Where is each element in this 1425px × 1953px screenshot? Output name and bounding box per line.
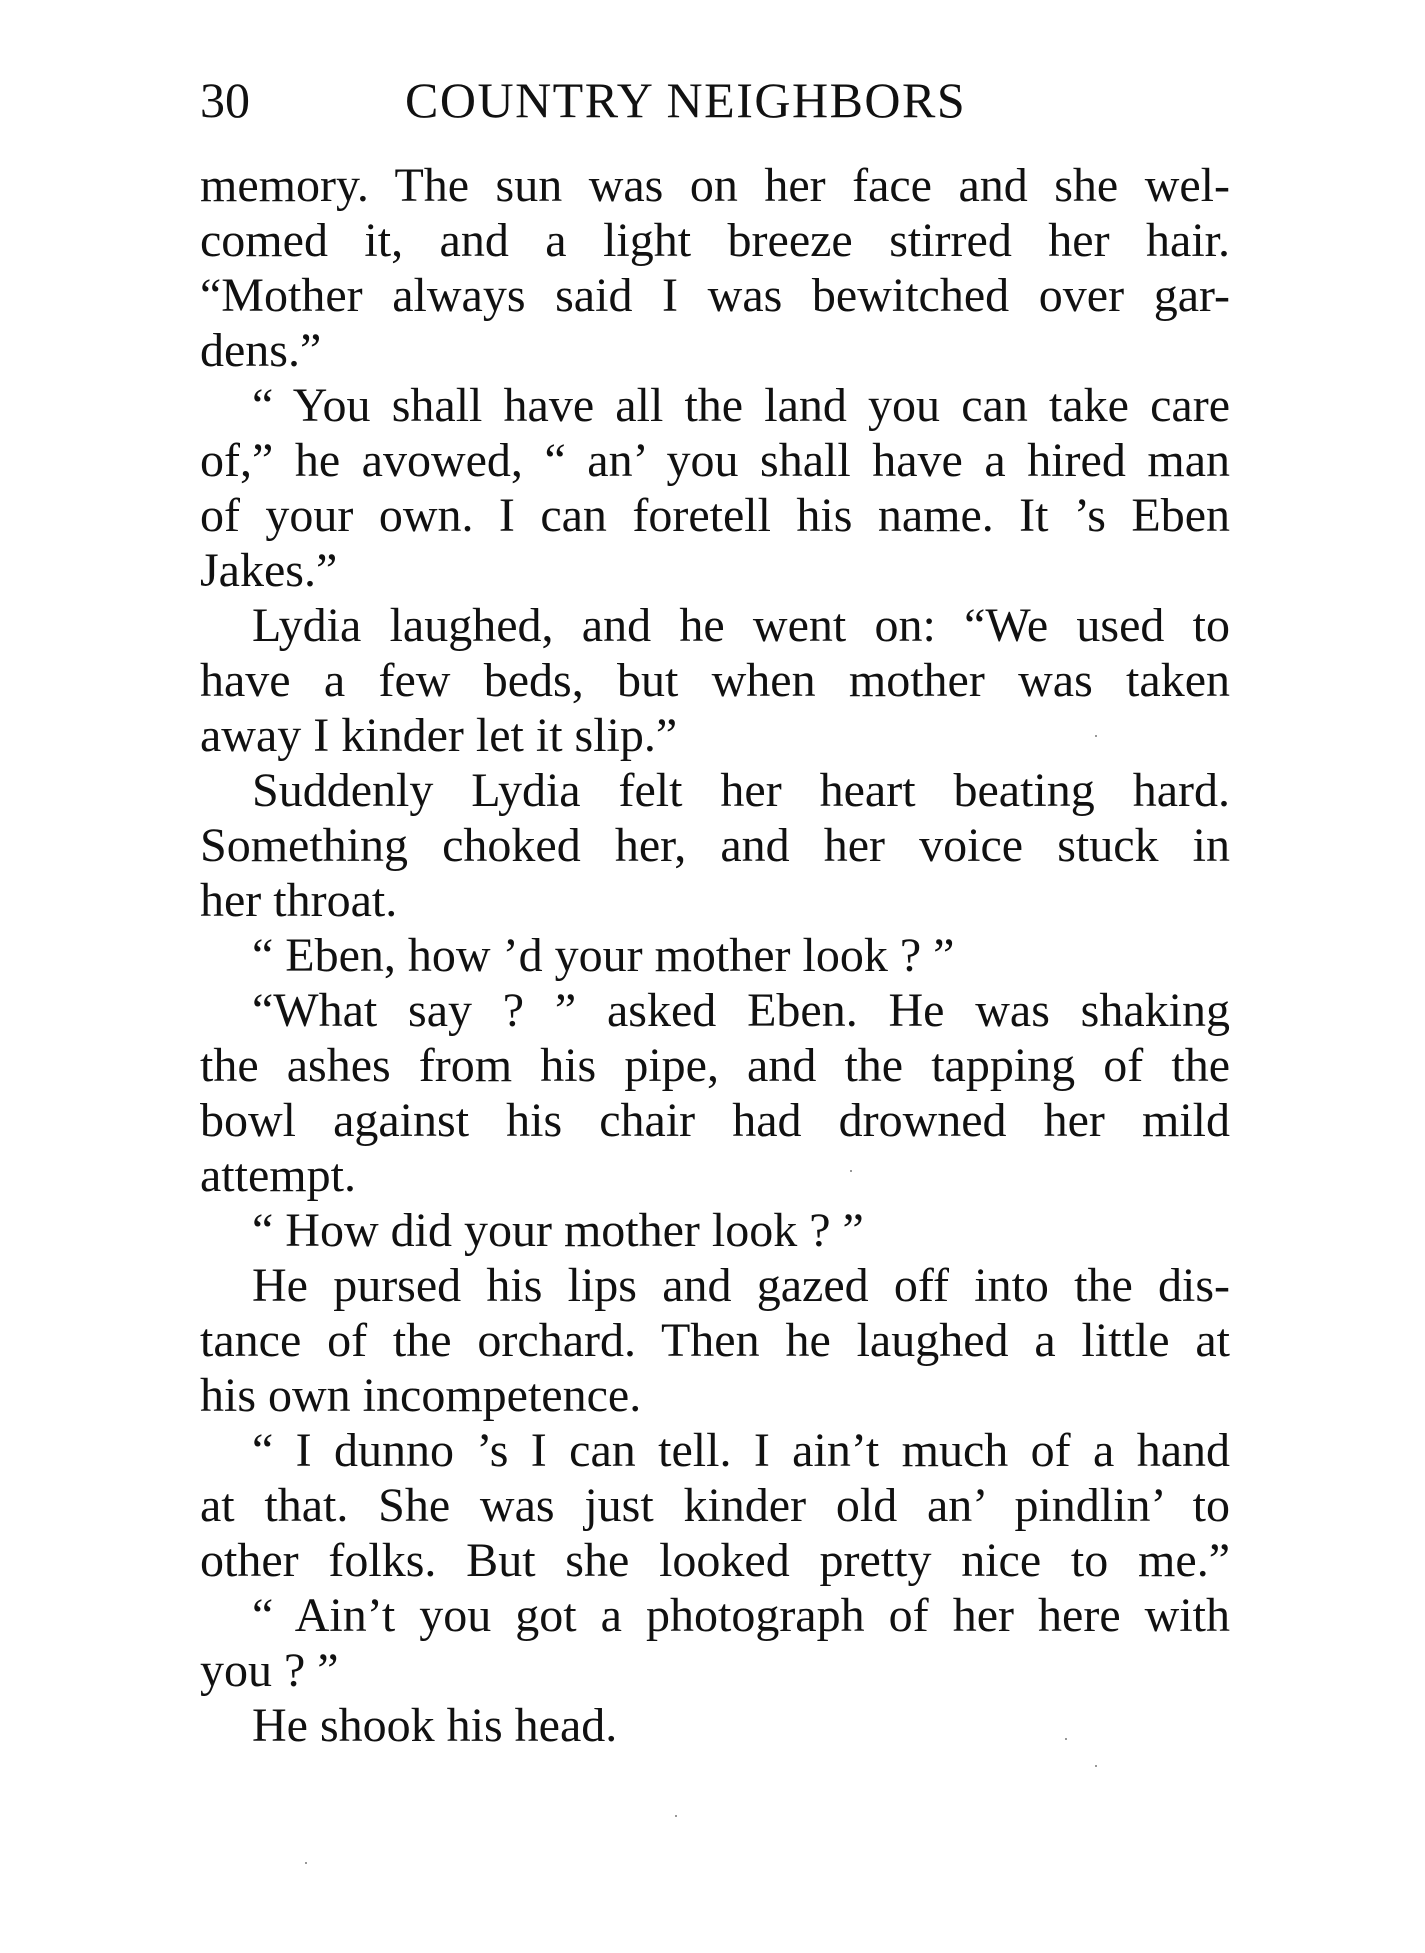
text-line: comed it, and a light breeze stirred her hair. <box>200 214 1230 267</box>
text-line: tance of the orchard. Then he laughed a little at <box>200 1314 1230 1367</box>
text-line: Jakes.” <box>200 544 338 597</box>
text-line: Lydia laughed, and he went on: “We used to <box>252 599 1230 652</box>
paper-speck <box>850 1170 852 1172</box>
text-line: have a few beds, but when mother was taken <box>200 654 1230 707</box>
text-line: “What say ? ” asked Eben. He was shaking <box>252 984 1230 1037</box>
text-line: “ How did your mother look ? ” <box>252 1204 864 1257</box>
body-text <box>200 158 1230 1753</box>
text-line: of your own. I can foretell his name. It ’s Eben <box>200 489 1230 542</box>
text-line: “ Ain’t you got a photograph of her here with <box>252 1589 1230 1642</box>
text-line: He pursed his lips and gazed off into the dis- <box>252 1259 1230 1312</box>
text-line: at that. She was just kinder old an’ pindlin’ to <box>200 1479 1230 1532</box>
text-line: Suddenly Lydia felt her heart beating hard. <box>252 764 1230 817</box>
book-title: COUNTRY NEIGHBORS <box>405 72 967 128</box>
paper-speck <box>1065 1738 1067 1740</box>
text-line: bowl against his chair had drowned her mild <box>200 1094 1230 1147</box>
text-line: “Mother always said I was bewitched over gar- <box>200 269 1230 322</box>
text-line: dens.” <box>200 324 322 377</box>
text-line: the ashes from his pipe, and the tapping of the <box>200 1039 1230 1092</box>
text-line: “ I dunno ’s I can tell. I ain’t much of a hand <box>252 1424 1230 1477</box>
text-line: “ You shall have all the land you can take care <box>252 379 1230 432</box>
paper-speck <box>1095 1765 1097 1767</box>
paper-speck <box>675 1815 677 1817</box>
paper-speck <box>305 1862 307 1864</box>
text-line: He shook his head. <box>252 1699 618 1752</box>
text-line: other folks. But she looked pretty nice to me.” <box>200 1534 1230 1587</box>
text-line: memory. The sun was on her face and she wel- <box>200 159 1230 212</box>
text-line: his own incompetence. <box>200 1369 642 1422</box>
text-line: of,” he avowed, “ an’ you shall have a hired man <box>200 434 1230 487</box>
text-line: “ Eben, how ’d your mother look ? ” <box>252 929 955 982</box>
page-number: 30 <box>200 72 250 128</box>
text-line: you ? ” <box>200 1644 339 1697</box>
text-line: her throat. <box>200 874 398 927</box>
text-line: attempt. <box>200 1149 356 1202</box>
text-line: Something choked her, and her voice stuck in <box>200 819 1230 872</box>
text-line: away I kinder let it slip.” <box>200 709 678 762</box>
running-head <box>200 70 1240 130</box>
paper-speck <box>1095 735 1097 737</box>
